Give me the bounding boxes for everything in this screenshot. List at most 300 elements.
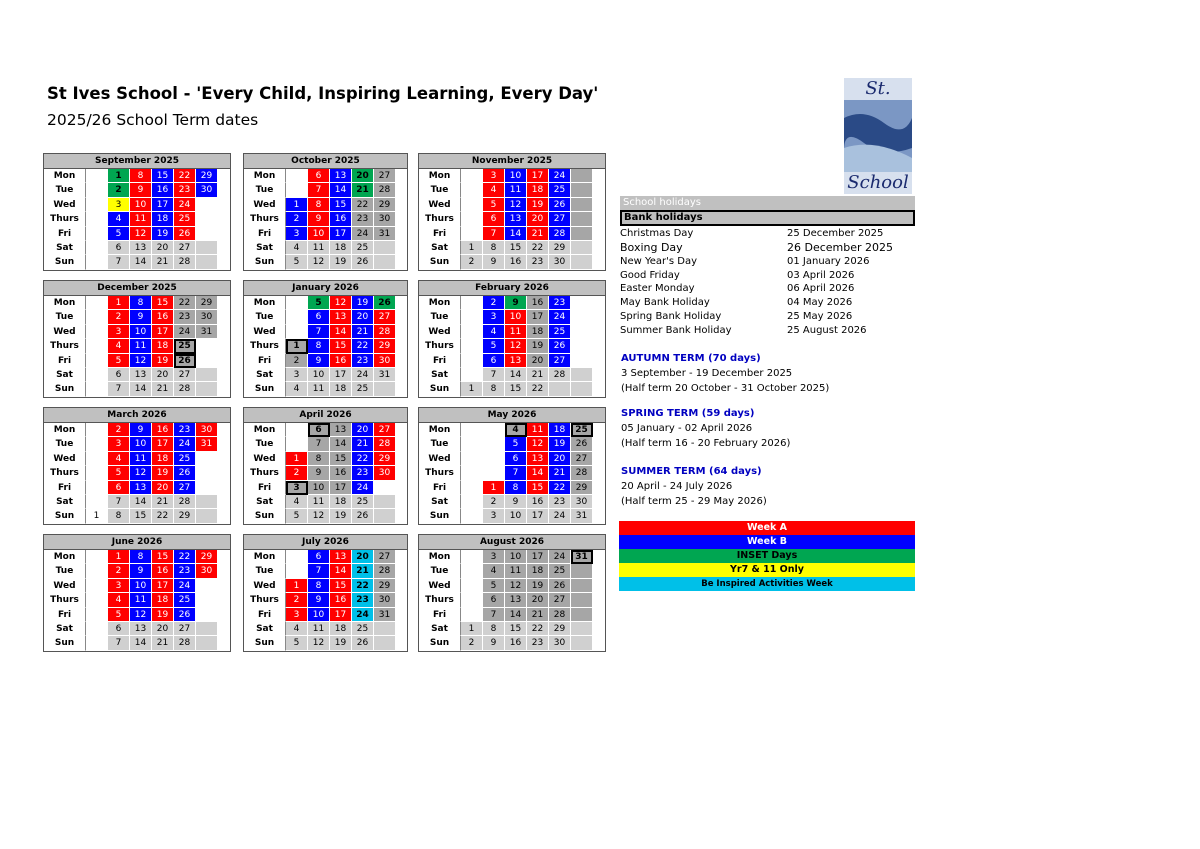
day-cell: 17 bbox=[152, 579, 174, 593]
day-cell: 23 bbox=[174, 310, 196, 324]
day-cell: 18 bbox=[152, 593, 174, 607]
empty-cell bbox=[461, 325, 483, 339]
week-row bbox=[44, 212, 230, 226]
day-cell: 2 bbox=[286, 466, 308, 480]
day-cell: 16 bbox=[505, 255, 527, 269]
week-row bbox=[44, 325, 230, 339]
week-row bbox=[44, 636, 230, 650]
empty-cell bbox=[86, 198, 108, 212]
day-cell: 22 bbox=[549, 481, 571, 495]
day-cell: 23 bbox=[352, 593, 374, 607]
day-label: Thurs bbox=[419, 466, 461, 480]
day-cell: 12 bbox=[330, 296, 352, 310]
day-label: Wed bbox=[44, 325, 86, 339]
day-cell: 26 bbox=[571, 437, 593, 451]
day-label: Tue bbox=[44, 310, 86, 324]
week-row bbox=[44, 296, 230, 310]
empty-cell bbox=[571, 354, 593, 368]
day-cell: 14 bbox=[505, 608, 527, 622]
day-label: Thurs bbox=[419, 593, 461, 607]
empty-cell bbox=[196, 608, 218, 622]
day-cell: 25 bbox=[352, 382, 374, 396]
day-cell: 21 bbox=[352, 437, 374, 451]
day-cell: 17 bbox=[527, 509, 549, 523]
day-cell bbox=[571, 198, 593, 212]
day-cell: 9 bbox=[505, 495, 527, 509]
day-cell: 26 bbox=[352, 636, 374, 650]
week-row bbox=[244, 212, 407, 226]
day-cell: 21 bbox=[527, 608, 549, 622]
day-label: Sat bbox=[44, 495, 86, 509]
day-cell: 10 bbox=[505, 310, 527, 324]
day-cell: 13 bbox=[130, 368, 152, 382]
day-cell: 18 bbox=[152, 452, 174, 466]
day-cell: 10 bbox=[130, 579, 152, 593]
day-cell bbox=[571, 593, 593, 607]
day-cell: 20 bbox=[152, 368, 174, 382]
week-row bbox=[244, 325, 407, 339]
day-label: Sun bbox=[244, 382, 286, 396]
day-cell: 11 bbox=[308, 382, 330, 396]
day-cell: 31 bbox=[196, 437, 218, 451]
week-row bbox=[244, 310, 407, 324]
empty-cell bbox=[461, 481, 483, 495]
day-cell: 24 bbox=[352, 608, 374, 622]
empty-cell bbox=[86, 437, 108, 451]
day-cell: 28 bbox=[571, 466, 593, 480]
week-row bbox=[244, 198, 407, 212]
day-label: Mon bbox=[44, 550, 86, 564]
month-title: May 2026 bbox=[419, 408, 605, 423]
day-cell: 1 bbox=[483, 481, 505, 495]
day-cell: 27 bbox=[571, 452, 593, 466]
day-label: Tue bbox=[419, 183, 461, 197]
day-cell: 8 bbox=[108, 509, 130, 523]
empty-cell bbox=[571, 255, 593, 269]
empty-cell bbox=[461, 564, 483, 578]
day-cell: 23 bbox=[352, 466, 374, 480]
logo-line2: School bbox=[844, 172, 912, 194]
day-cell: 30 bbox=[374, 593, 396, 607]
empty-cell bbox=[86, 608, 108, 622]
day-cell: 13 bbox=[527, 452, 549, 466]
day-cell: 16 bbox=[152, 310, 174, 324]
week-row bbox=[44, 608, 230, 622]
empty-cell bbox=[461, 354, 483, 368]
day-cell: 27 bbox=[549, 593, 571, 607]
day-cell: 5 bbox=[286, 509, 308, 523]
day-cell: 16 bbox=[527, 495, 549, 509]
day-label: Wed bbox=[44, 198, 86, 212]
day-cell: 31 bbox=[374, 368, 396, 382]
day-cell: 30 bbox=[571, 495, 593, 509]
empty-cell bbox=[196, 255, 218, 269]
day-cell: 27 bbox=[174, 241, 196, 255]
empty-cell bbox=[461, 183, 483, 197]
holiday-name: Boxing Day bbox=[620, 241, 683, 254]
month-calendar bbox=[43, 280, 231, 398]
holiday-name: Easter Monday bbox=[620, 283, 695, 294]
day-cell: 22 bbox=[527, 241, 549, 255]
day-cell: 9 bbox=[308, 212, 330, 226]
day-cell: 15 bbox=[330, 452, 352, 466]
day-cell: 16 bbox=[505, 636, 527, 650]
empty-cell bbox=[483, 437, 505, 451]
empty-cell bbox=[196, 579, 218, 593]
day-cell: 27 bbox=[174, 622, 196, 636]
week-row bbox=[44, 550, 230, 564]
holiday-name: Good Friday bbox=[620, 270, 680, 281]
empty-cell bbox=[374, 481, 396, 495]
day-cell: 6 bbox=[108, 368, 130, 382]
term-half: (Half term 25 - 29 May 2026) bbox=[621, 496, 767, 507]
day-cell: 11 bbox=[527, 423, 549, 437]
term-dates: 3 September - 19 December 2025 bbox=[621, 368, 793, 379]
empty-cell bbox=[374, 255, 396, 269]
week-row bbox=[44, 495, 230, 509]
day-cell: 19 bbox=[330, 255, 352, 269]
month-calendar bbox=[43, 534, 231, 652]
day-cell: 27 bbox=[374, 423, 396, 437]
day-cell: 22 bbox=[174, 296, 196, 310]
day-cell: 17 bbox=[527, 310, 549, 324]
day-cell: 31 bbox=[571, 509, 593, 523]
term-dates: 20 April - 24 July 2026 bbox=[621, 481, 733, 492]
month-calendar bbox=[418, 153, 606, 271]
month-title: December 2025 bbox=[44, 281, 230, 296]
week-row bbox=[419, 227, 605, 241]
day-cell: 18 bbox=[330, 241, 352, 255]
day-cell: 14 bbox=[330, 564, 352, 578]
day-cell: 2 bbox=[286, 212, 308, 226]
week-row bbox=[419, 509, 605, 523]
day-cell: 16 bbox=[330, 593, 352, 607]
day-cell: 12 bbox=[308, 636, 330, 650]
day-cell: 6 bbox=[505, 452, 527, 466]
day-cell: 25 bbox=[571, 423, 593, 437]
day-cell: 15 bbox=[330, 579, 352, 593]
day-label: Sat bbox=[44, 368, 86, 382]
week-row bbox=[419, 255, 605, 269]
week-row bbox=[244, 608, 407, 622]
month-title: November 2025 bbox=[419, 154, 605, 169]
day-cell: 10 bbox=[308, 368, 330, 382]
day-label: Sun bbox=[44, 636, 86, 650]
empty-cell bbox=[86, 212, 108, 226]
day-cell: 22 bbox=[352, 452, 374, 466]
day-cell: 21 bbox=[527, 227, 549, 241]
week-row bbox=[244, 564, 407, 578]
month-calendar bbox=[43, 407, 231, 525]
legend-item: Week A bbox=[619, 521, 915, 536]
day-label: Wed bbox=[419, 452, 461, 466]
day-cell: 7 bbox=[108, 382, 130, 396]
day-label: Fri bbox=[419, 481, 461, 495]
day-cell: 29 bbox=[374, 339, 396, 353]
day-cell: 6 bbox=[483, 354, 505, 368]
day-cell: 10 bbox=[130, 198, 152, 212]
empty-cell bbox=[571, 368, 593, 382]
holiday-name: Spring Bank Holiday bbox=[620, 311, 722, 322]
day-cell: 1 bbox=[86, 509, 108, 523]
day-cell: 29 bbox=[374, 579, 396, 593]
day-label: Thurs bbox=[44, 339, 86, 353]
day-cell: 5 bbox=[108, 466, 130, 480]
day-cell: 8 bbox=[483, 241, 505, 255]
empty-cell bbox=[86, 368, 108, 382]
day-cell: 3 bbox=[108, 325, 130, 339]
day-cell: 4 bbox=[108, 593, 130, 607]
day-cell: 16 bbox=[330, 212, 352, 226]
day-cell: 21 bbox=[152, 495, 174, 509]
day-cell: 21 bbox=[152, 382, 174, 396]
day-cell bbox=[571, 169, 593, 183]
day-cell: 26 bbox=[174, 227, 196, 241]
empty-cell bbox=[86, 241, 108, 255]
empty-cell bbox=[86, 423, 108, 437]
holiday-row bbox=[620, 255, 915, 269]
day-label: Sat bbox=[244, 622, 286, 636]
day-label: Tue bbox=[244, 564, 286, 578]
day-cell: 19 bbox=[152, 466, 174, 480]
day-cell: 18 bbox=[549, 423, 571, 437]
day-cell: 18 bbox=[152, 339, 174, 353]
empty-cell bbox=[196, 466, 218, 480]
day-cell: 19 bbox=[330, 636, 352, 650]
day-cell: 18 bbox=[152, 212, 174, 226]
day-cell: 1 bbox=[286, 579, 308, 593]
week-row bbox=[244, 227, 407, 241]
day-cell: 22 bbox=[174, 550, 196, 564]
day-cell: 2 bbox=[108, 310, 130, 324]
empty-cell bbox=[196, 339, 218, 353]
week-row bbox=[419, 310, 605, 324]
day-cell: 24 bbox=[174, 437, 196, 451]
month-title: July 2026 bbox=[244, 535, 407, 550]
day-cell: 30 bbox=[196, 564, 218, 578]
empty-cell bbox=[461, 212, 483, 226]
day-cell: 21 bbox=[152, 255, 174, 269]
holiday-name: Summer Bank Holiday bbox=[620, 325, 732, 336]
empty-cell bbox=[461, 608, 483, 622]
week-row bbox=[244, 481, 407, 495]
week-row bbox=[244, 183, 407, 197]
day-cell: 28 bbox=[374, 183, 396, 197]
day-label: Sat bbox=[244, 368, 286, 382]
day-cell: 19 bbox=[152, 608, 174, 622]
week-row bbox=[244, 550, 407, 564]
day-cell: 11 bbox=[505, 183, 527, 197]
day-label: Sat bbox=[419, 495, 461, 509]
day-cell: 20 bbox=[352, 550, 374, 564]
month-title: September 2025 bbox=[44, 154, 230, 169]
holiday-date: 25 May 2026 bbox=[787, 311, 853, 322]
week-row bbox=[44, 579, 230, 593]
week-row bbox=[44, 339, 230, 353]
day-label: Mon bbox=[419, 550, 461, 564]
day-cell: 3 bbox=[108, 579, 130, 593]
empty-cell bbox=[461, 509, 483, 523]
term-heading: SUMMER TERM (64 days) bbox=[621, 466, 762, 477]
day-cell: 25 bbox=[174, 339, 196, 353]
day-cell: 30 bbox=[196, 183, 218, 197]
day-cell: 19 bbox=[352, 296, 374, 310]
empty-cell bbox=[549, 382, 571, 396]
day-cell: 18 bbox=[330, 622, 352, 636]
day-cell bbox=[571, 579, 593, 593]
day-cell: 23 bbox=[549, 296, 571, 310]
day-cell: 26 bbox=[352, 509, 374, 523]
day-cell: 10 bbox=[505, 550, 527, 564]
day-cell: 15 bbox=[152, 169, 174, 183]
day-label: Sat bbox=[44, 622, 86, 636]
day-label: Mon bbox=[244, 169, 286, 183]
day-cell: 9 bbox=[130, 310, 152, 324]
day-cell: 26 bbox=[174, 354, 196, 368]
month-calendar bbox=[43, 153, 231, 271]
day-cell: 24 bbox=[352, 227, 374, 241]
day-cell bbox=[571, 608, 593, 622]
day-label: Sun bbox=[244, 636, 286, 650]
day-cell: 22 bbox=[527, 382, 549, 396]
day-cell: 19 bbox=[527, 579, 549, 593]
day-cell: 10 bbox=[130, 437, 152, 451]
day-label: Mon bbox=[244, 423, 286, 437]
day-cell: 21 bbox=[352, 183, 374, 197]
holiday-name: New Year's Day bbox=[620, 256, 698, 267]
week-row bbox=[419, 339, 605, 353]
day-cell: 21 bbox=[352, 325, 374, 339]
holiday-date: 03 April 2026 bbox=[787, 270, 855, 281]
day-label: Fri bbox=[419, 354, 461, 368]
empty-cell bbox=[86, 296, 108, 310]
day-cell: 5 bbox=[108, 354, 130, 368]
day-cell: 6 bbox=[308, 310, 330, 324]
day-cell: 24 bbox=[549, 310, 571, 324]
empty-cell bbox=[86, 481, 108, 495]
day-label: Thurs bbox=[244, 466, 286, 480]
week-row bbox=[44, 227, 230, 241]
empty-cell bbox=[86, 622, 108, 636]
week-row bbox=[44, 452, 230, 466]
day-cell: 13 bbox=[130, 241, 152, 255]
day-cell: 8 bbox=[130, 169, 152, 183]
day-cell: 9 bbox=[308, 466, 330, 480]
day-cell: 4 bbox=[108, 339, 130, 353]
month-calendar bbox=[418, 407, 606, 525]
day-cell: 12 bbox=[505, 198, 527, 212]
empty-cell bbox=[286, 423, 308, 437]
day-cell: 2 bbox=[286, 593, 308, 607]
week-row bbox=[419, 169, 605, 183]
day-cell: 28 bbox=[174, 636, 196, 650]
day-cell: 28 bbox=[174, 255, 196, 269]
week-row bbox=[244, 495, 407, 509]
empty-cell bbox=[86, 579, 108, 593]
day-cell: 29 bbox=[196, 296, 218, 310]
day-cell: 18 bbox=[330, 382, 352, 396]
day-cell: 12 bbox=[308, 255, 330, 269]
day-cell: 10 bbox=[505, 509, 527, 523]
day-cell: 16 bbox=[152, 183, 174, 197]
day-cell: 14 bbox=[505, 227, 527, 241]
day-label: Fri bbox=[44, 608, 86, 622]
day-cell: 18 bbox=[527, 325, 549, 339]
school-logo bbox=[844, 78, 912, 194]
day-label: Tue bbox=[419, 437, 461, 451]
empty-cell bbox=[374, 622, 396, 636]
day-cell bbox=[571, 227, 593, 241]
day-cell: 9 bbox=[483, 255, 505, 269]
day-cell: 23 bbox=[352, 354, 374, 368]
day-cell: 17 bbox=[330, 481, 352, 495]
day-cell: 22 bbox=[352, 339, 374, 353]
day-cell: 25 bbox=[174, 593, 196, 607]
day-cell: 3 bbox=[483, 169, 505, 183]
day-cell bbox=[571, 212, 593, 226]
day-cell: 27 bbox=[549, 354, 571, 368]
day-cell: 15 bbox=[505, 622, 527, 636]
day-label: Tue bbox=[244, 437, 286, 451]
day-cell: 1 bbox=[461, 622, 483, 636]
empty-cell bbox=[286, 550, 308, 564]
day-cell: 6 bbox=[108, 241, 130, 255]
week-row bbox=[44, 481, 230, 495]
empty-cell bbox=[196, 227, 218, 241]
day-label: Fri bbox=[244, 481, 286, 495]
empty-cell bbox=[286, 564, 308, 578]
day-cell: 5 bbox=[505, 437, 527, 451]
week-row bbox=[419, 354, 605, 368]
day-cell: 14 bbox=[130, 495, 152, 509]
day-cell: 30 bbox=[374, 354, 396, 368]
empty-cell bbox=[483, 452, 505, 466]
week-row bbox=[44, 198, 230, 212]
week-row bbox=[244, 636, 407, 650]
day-cell: 11 bbox=[308, 495, 330, 509]
day-label: Fri bbox=[44, 481, 86, 495]
empty-cell bbox=[86, 564, 108, 578]
day-label: Thurs bbox=[244, 212, 286, 226]
day-cell: 7 bbox=[483, 227, 505, 241]
day-cell: 10 bbox=[308, 608, 330, 622]
month-calendar bbox=[418, 534, 606, 652]
day-cell: 17 bbox=[152, 325, 174, 339]
day-label: Tue bbox=[244, 310, 286, 324]
day-cell: 26 bbox=[549, 198, 571, 212]
day-cell: 14 bbox=[130, 255, 152, 269]
month-title: January 2026 bbox=[244, 281, 407, 296]
empty-cell bbox=[196, 241, 218, 255]
empty-cell bbox=[196, 636, 218, 650]
day-cell: 7 bbox=[108, 495, 130, 509]
day-label: Fri bbox=[44, 354, 86, 368]
day-cell: 30 bbox=[374, 212, 396, 226]
day-cell: 9 bbox=[130, 183, 152, 197]
day-cell: 29 bbox=[196, 169, 218, 183]
day-cell: 16 bbox=[330, 354, 352, 368]
empty-cell bbox=[286, 325, 308, 339]
day-cell: 20 bbox=[352, 310, 374, 324]
day-cell: 15 bbox=[152, 296, 174, 310]
empty-cell bbox=[571, 241, 593, 255]
empty-cell bbox=[286, 169, 308, 183]
empty-cell bbox=[286, 183, 308, 197]
day-label: Mon bbox=[419, 423, 461, 437]
day-cell: 16 bbox=[330, 466, 352, 480]
holiday-date: 04 May 2026 bbox=[787, 297, 853, 308]
month-title: June 2026 bbox=[44, 535, 230, 550]
